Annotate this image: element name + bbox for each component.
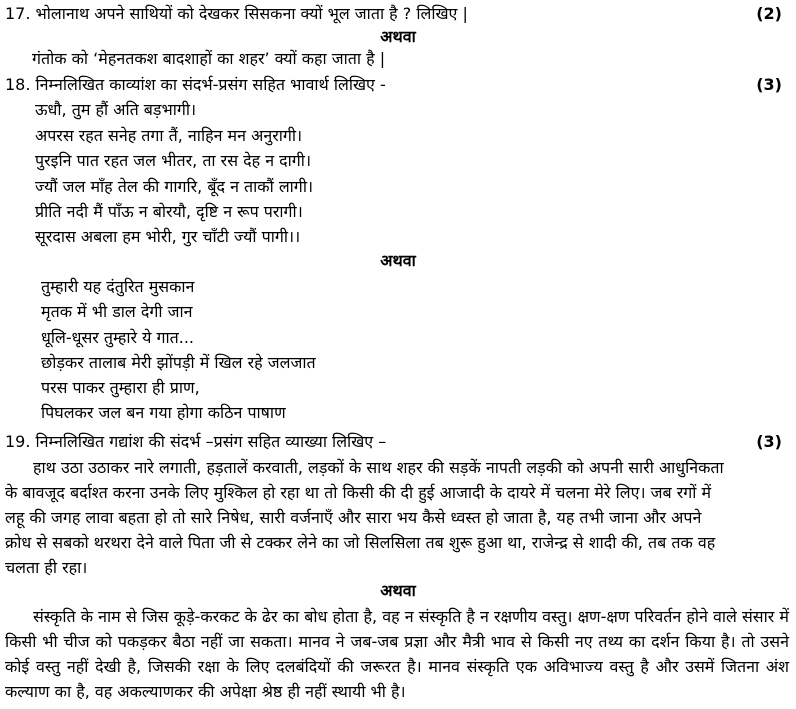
poem-2-line: तुम्हारी यह दंतुरित मुसकान bbox=[41, 277, 195, 296]
q19-text: 19. निम्नलिखित गद्यांश की संदर्भ –प्रसंग सहित व्याख्या लिखिए – bbox=[5, 432, 387, 451]
poem-1-line: ऊधौ, तुम हौं अति बड़भागी। bbox=[35, 100, 197, 119]
poem-1-line: सूरदास अबला हम भोरी, गुर चाँटी ज्यौं पागी।। bbox=[35, 227, 301, 246]
poem-1-line: ज्यौं जल माँह तेल की गागरि, बूँद न ताकौं लागी। bbox=[35, 177, 314, 196]
poem-2-line: मृतक में भी डाल देगी जान bbox=[41, 302, 193, 321]
q17-alt-text: गंतोक को ‘मेहनतकश बादशाहों का शहर’ क्यों कहा जाता है | bbox=[32, 49, 386, 68]
q17-marks: (2) bbox=[756, 4, 782, 23]
q17-text: 17. भोलानाथ अपने साथियों को देखकर सिसकना क्यों भूल जाता है ? लिखिए | bbox=[5, 4, 468, 23]
poem-2-line: छोड़कर तालाब मेरी झोंपड़ी में खिल रहे जलजात bbox=[41, 353, 316, 372]
poem-1-line: पुरइनि पात रहत जल भीतर, ता रस देह न दागी। bbox=[35, 151, 312, 170]
poem-1-line: अपरस रहत सनेह तगा तैं, नाहिन मन अनुरागी। bbox=[35, 126, 303, 145]
q19-or-label: अथवा bbox=[380, 581, 416, 600]
poem-2-line: धूलि-धूसर तुम्हारे ये गात... bbox=[41, 328, 195, 347]
q19-passage-1: हाथ उठा उठाकर नारे लगाती, हड़तालें करवाती, लड़कों के साथ शहर की सड़कें नापती लड़की को अपनी सारी आधुनिकता के बावजूद बर्दाश्त करना उनके लिए मुश्किल हो रहा था तो किसी की दी हुई आजादी के दायरे में चलना मेरे लिए। जब रगों में लहू की जगह लावा बहता हो तो सारे निषेध, सारी वर्जनाएँ और सारा भय कैसे ध्वस्त हो जाता है, यह तभी जाना और अपने क्रोध से सबको थरथरा देने वाले पिता जी से टक्कर लेने का जो सिलसिला तब शुरू हुआ था, राजेन्द्र से शादी की, तब तक वह चलता ही रहा। bbox=[5, 458, 724, 577]
q18-marks: (3) bbox=[756, 75, 782, 94]
poem-2-line: पिघलकर जल बन गया होगा कठिन पाषाण bbox=[41, 403, 286, 422]
poem-2-line: परस पाकर तुम्हारा ही प्राण, bbox=[41, 378, 200, 397]
q18-text: 18. निम्नलिखित काव्यांश का संदर्भ-प्रसंग सहित भावार्थ लिखिए - bbox=[5, 75, 386, 94]
poem-1-line: प्रीति नदी मैं पाँऊ न बोरयौ, दृष्टि न रूप परागी। bbox=[35, 202, 303, 221]
q18-or-label: अथवा bbox=[380, 251, 416, 270]
q17-or-label: अथवा bbox=[380, 27, 416, 46]
q19-marks: (3) bbox=[756, 432, 782, 451]
q19-passage-2: संस्कृति के नाम से जिस कूड़े-करकट के ढेर का बोध होता है, वह न संस्कृति है न रक्षणीय वस्तु। क्षण-क्षण परिवर्तन होने वाले संसार में किसी भी चीज को पकड़कर बैठा नहीं जा सकता। मानव ने जब-जब प्रज्ञा और मैत्री भाव से किसी नए तथ्य का दर्शन किया है। तो उसने कोई वस्तु नहीं देखी है, जिसकी रक्षा के लिए दलबंदियों की जरूरत है। मानव संस्कृति एक अविभाज्य वस्तु है और उसमें जितना अंश कल्याण का है, वह अकल्याणकर की अपेक्षा श्रेष्ठ ही नहीं स्थायी भी है। bbox=[5, 607, 789, 701]
